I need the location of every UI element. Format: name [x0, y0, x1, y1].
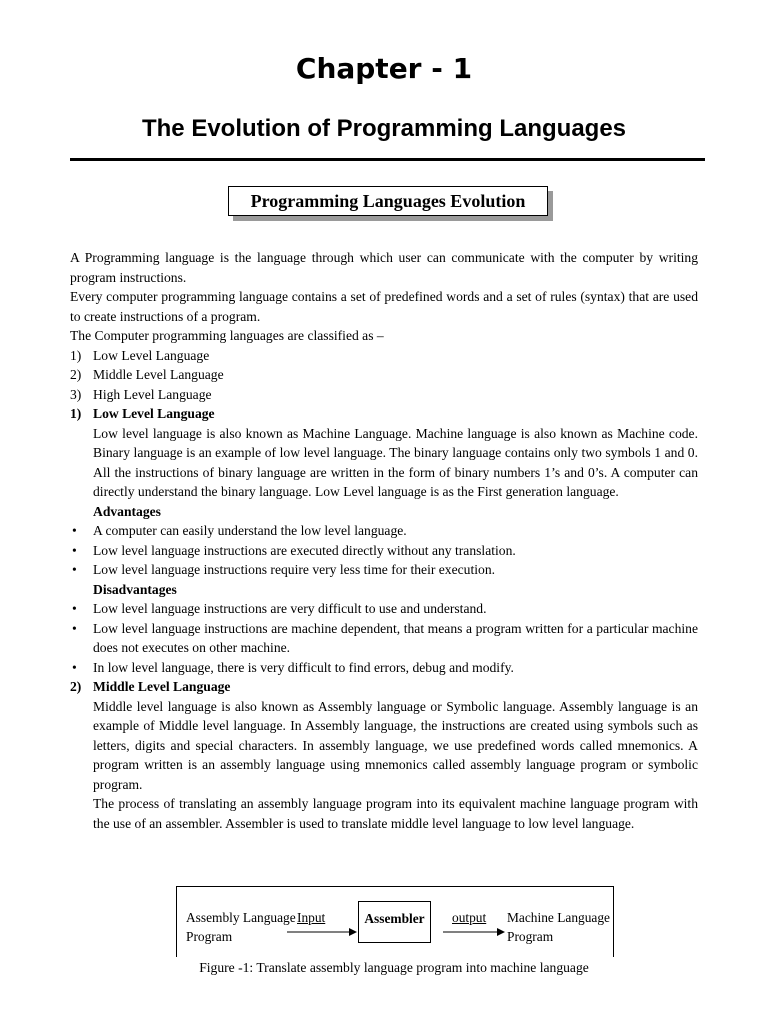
list-text: Low Level Language [93, 347, 210, 363]
classification-list-item [70, 346, 698, 366]
section-heading-text: Low Level Language [93, 406, 215, 421]
figure-caption: Figure -1: Translate assembly language program into machine language [199, 960, 589, 975]
disadvantage-item [70, 599, 698, 619]
list-number: 2) [70, 367, 82, 382]
classification-list-item [70, 385, 698, 405]
assembler-diagram [176, 886, 614, 957]
advantage-item [70, 521, 698, 541]
section-title-box [228, 186, 550, 218]
disadvantage-text: In low level language, there is very difficult to find errors, debug and modify. [93, 659, 514, 675]
list-text: Middle Level Language [93, 367, 224, 382]
bullet-icon: • [72, 562, 77, 577]
advantage-item [70, 560, 698, 580]
advantage-text: Low level language instructions require very less time for their execution. [93, 562, 496, 577]
disadvantage-text: Low level language instructions are very difficult to use and understand. [93, 601, 487, 616]
list-number: 1) [70, 347, 82, 363]
disadvantage-item [70, 619, 698, 658]
intro-paragraph-3: The Computer programming languages are classified as – [70, 328, 384, 343]
diagram-target-label: Machine Language Program [507, 910, 610, 944]
section-title: Programming Languages Evolution [228, 186, 548, 216]
section-number: 2) [70, 679, 82, 694]
diagram-input-label: Input [297, 910, 326, 925]
title-divider [70, 158, 705, 161]
bullet-icon: • [72, 523, 77, 538]
middle-level-paragraph-1: Middle level language is also known as Assembly language or Symbolic language. Assembly language is an example of Middle level language. In Assembly language, the instructions are created using symbols such as letters, digits and special characters. In assembly language, we use predefined words called mnemonics. A program written is an assembly language using mnemonics called assembly language program or symbolic program. [93, 698, 698, 792]
advantage-item [70, 541, 698, 561]
disadvantage-text: Low level language instructions are machine dependent, that means a program written for a particular machine does not executes on other machine. [93, 620, 698, 655]
diagram-source-label: Assembly Language Program [186, 910, 296, 944]
chapter-title: The Evolution of Programming Languages [141, 115, 627, 142]
classification-list-item [70, 365, 698, 385]
chapter-heading: Chapter - 1 [295, 52, 473, 85]
advantage-text: A computer can easily understand the low level language. [93, 523, 407, 538]
list-number: 3) [70, 386, 82, 402]
disadvantage-item [70, 658, 698, 678]
middle-level-paragraph-2: The process of translating an assembly language program into its equivalent machine language program with the use of an assembler. Assembler is used to translate middle level language to low level language. [93, 796, 698, 831]
input-arrow-icon [287, 927, 357, 937]
advantages-heading: Advantages [93, 503, 161, 519]
list-text: High Level Language [93, 386, 212, 402]
bullet-icon: • [72, 620, 77, 636]
diagram-output-label: output [452, 910, 487, 925]
bullet-icon: • [72, 601, 77, 616]
section-heading-low-level [70, 404, 698, 424]
section-heading-text: Middle Level Language [93, 679, 231, 694]
output-arrow-icon [443, 927, 505, 937]
diagram-assembler-box: Assembler [358, 901, 431, 943]
advantage-text: Low level language instructions are executed directly without any translation. [93, 542, 516, 558]
bullet-icon: • [72, 659, 77, 675]
section-number: 1) [70, 406, 82, 421]
intro-paragraph-1: A Programming language is the language through which user can communicate with the computer by writing program instructions. [70, 250, 698, 285]
bullet-icon: • [72, 542, 77, 558]
intro-paragraph-2: Every computer programming language contains a set of predefined words and a set of rules (syntax) that are used to create instructions of a program. [70, 289, 698, 324]
low-level-paragraph: Low level language is also known as Machine Language. Machine language is also known as Machine code. Binary language is an example of low level language. The binary language contains only two symbols 1 and 0. All the instructions of binary language are written in the form of binary numbers 1’s and 0’s. A computer can directly understand the binary language. Low Level language is as the First generation language. [93, 425, 698, 499]
disadvantages-heading: Disadvantages [93, 581, 177, 597]
section-heading-middle-level [70, 677, 698, 697]
document-body [70, 248, 698, 833]
